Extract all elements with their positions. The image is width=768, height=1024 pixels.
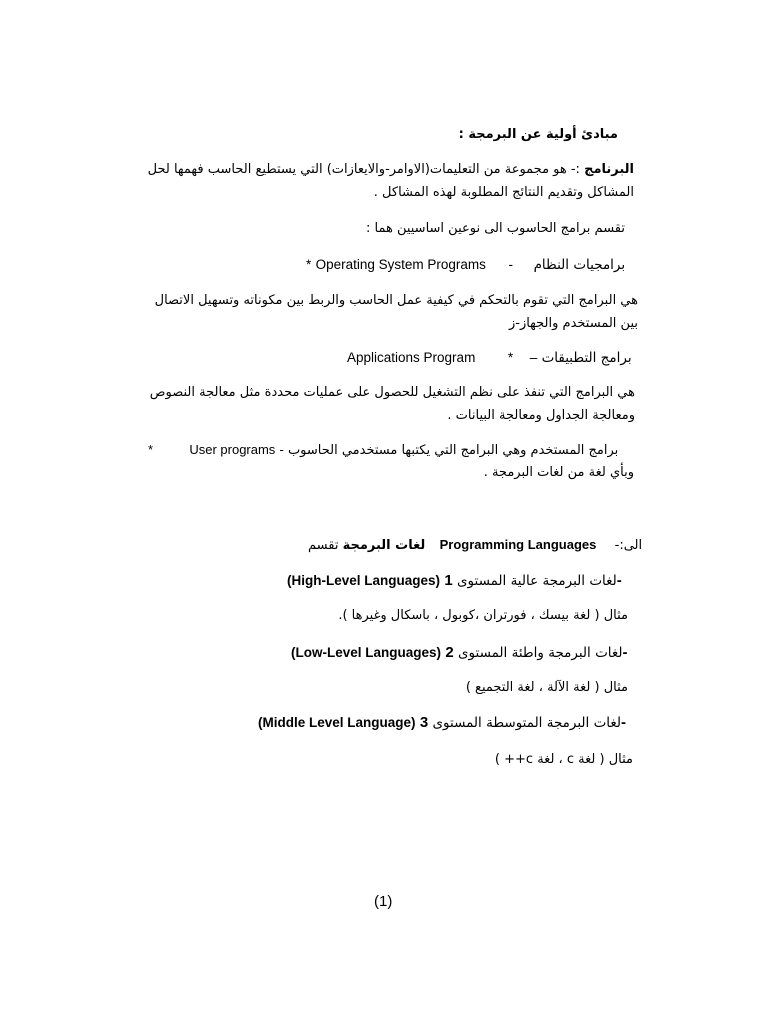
page-heading: مبادئ أولية عن البرمجة : — [458, 127, 618, 142]
languages-intro-suffix: الى:- — [614, 538, 643, 553]
category-user-desc: برامج المستخدم وهي البرامج التي يكتبها مستخدمي الحاسوب — [287, 443, 619, 458]
category-os-arabic: برامجيات النظام — [533, 257, 626, 273]
category-user-line-1 — [148, 441, 618, 460]
language-item-1-example: مثال ( لغة بيسك ، فورتران ،كوبول ، باسكال وغيرها ). — [338, 608, 628, 623]
category-os-desc-2: بين المستخدم والجهاز-ز — [508, 316, 638, 331]
language-item-1-arabic: لغات البرمجة عالية المستوى — [456, 573, 617, 589]
language-item-2-example: مثال ( لغة الآلة ، لغة التجميع ) — [465, 680, 628, 695]
category-os-desc-1: هي البرامج التي تقوم بالتحكم في كيفية عمل الحاسب والربط بين مكوناته وتسهيل الاتصال — [154, 293, 638, 308]
category-app-arabic: برامج التطبيقات — [541, 350, 632, 366]
language-item-1-number: 1- — [444, 572, 622, 589]
language-item-2-arabic: لغات البرمجة واطئة المستوى — [457, 645, 623, 661]
category-os-heading — [306, 256, 625, 274]
language-item-3-english: (Middle Level Language) — [258, 715, 416, 730]
category-user-marker: * — [148, 442, 154, 457]
page-number: (1) — [374, 893, 393, 910]
category-app-heading — [347, 349, 632, 367]
definition-term: البرنامج — [584, 162, 634, 177]
language-item-1-english: (High-Level Languages) — [287, 573, 441, 588]
category-os-english: Operating System Programs — [315, 257, 486, 272]
category-app-desc-1: هي البرامج التي تنفذ على نظم التشغيل للحصول على عمليات محددة مثل معالجة النصوص — [149, 385, 635, 400]
category-os-separator: - — [508, 257, 513, 272]
category-app-separator: – — [529, 350, 538, 365]
definition-line-1 — [148, 161, 634, 179]
category-user-line-2: وبأي لغة من لغات البرمجة . — [483, 465, 634, 480]
language-item-3-arabic: لغات البرمجة المتوسطة المستوى — [432, 715, 622, 731]
category-app-marker: * — [507, 350, 514, 365]
languages-intro-prefix: تقسم — [308, 538, 339, 553]
language-item-3 — [258, 714, 626, 732]
category-app-english: Applications Program — [347, 350, 476, 365]
language-item-3-example: مثال ( لغة c ، لغة c++ ) — [494, 752, 633, 767]
category-app-desc-2: ومعالجة الجداول ومعالجة البيانات . — [447, 408, 635, 423]
language-item-1 — [287, 572, 622, 590]
category-os-marker: * — [306, 257, 312, 272]
language-item-2 — [291, 644, 628, 662]
languages-intro — [308, 536, 642, 555]
definition-line-2: المشاكل وتقديم النتائج المطلوبة لهذه المشاكل . — [373, 185, 634, 200]
language-item-2-number: 2- — [445, 644, 628, 661]
language-item-2-english: (Low-Level Languages) — [291, 645, 442, 660]
languages-intro-bold: لغات البرمجة — [342, 538, 426, 553]
category-user-english: User programs — [189, 442, 276, 457]
language-item-3-number: 3- — [419, 714, 627, 731]
languages-intro-english: Programming Languages — [439, 537, 597, 552]
category-user-separator: - — [279, 442, 284, 457]
definition-text: :- هو مجموعة من التعليمات(الاوامر-والايعازات) التي يستطيع الحاسب فهمها لحل — [147, 162, 585, 177]
division-intro: تقسم برامج الحاسوب الى نوعين اساسيين هما : — [365, 221, 625, 236]
